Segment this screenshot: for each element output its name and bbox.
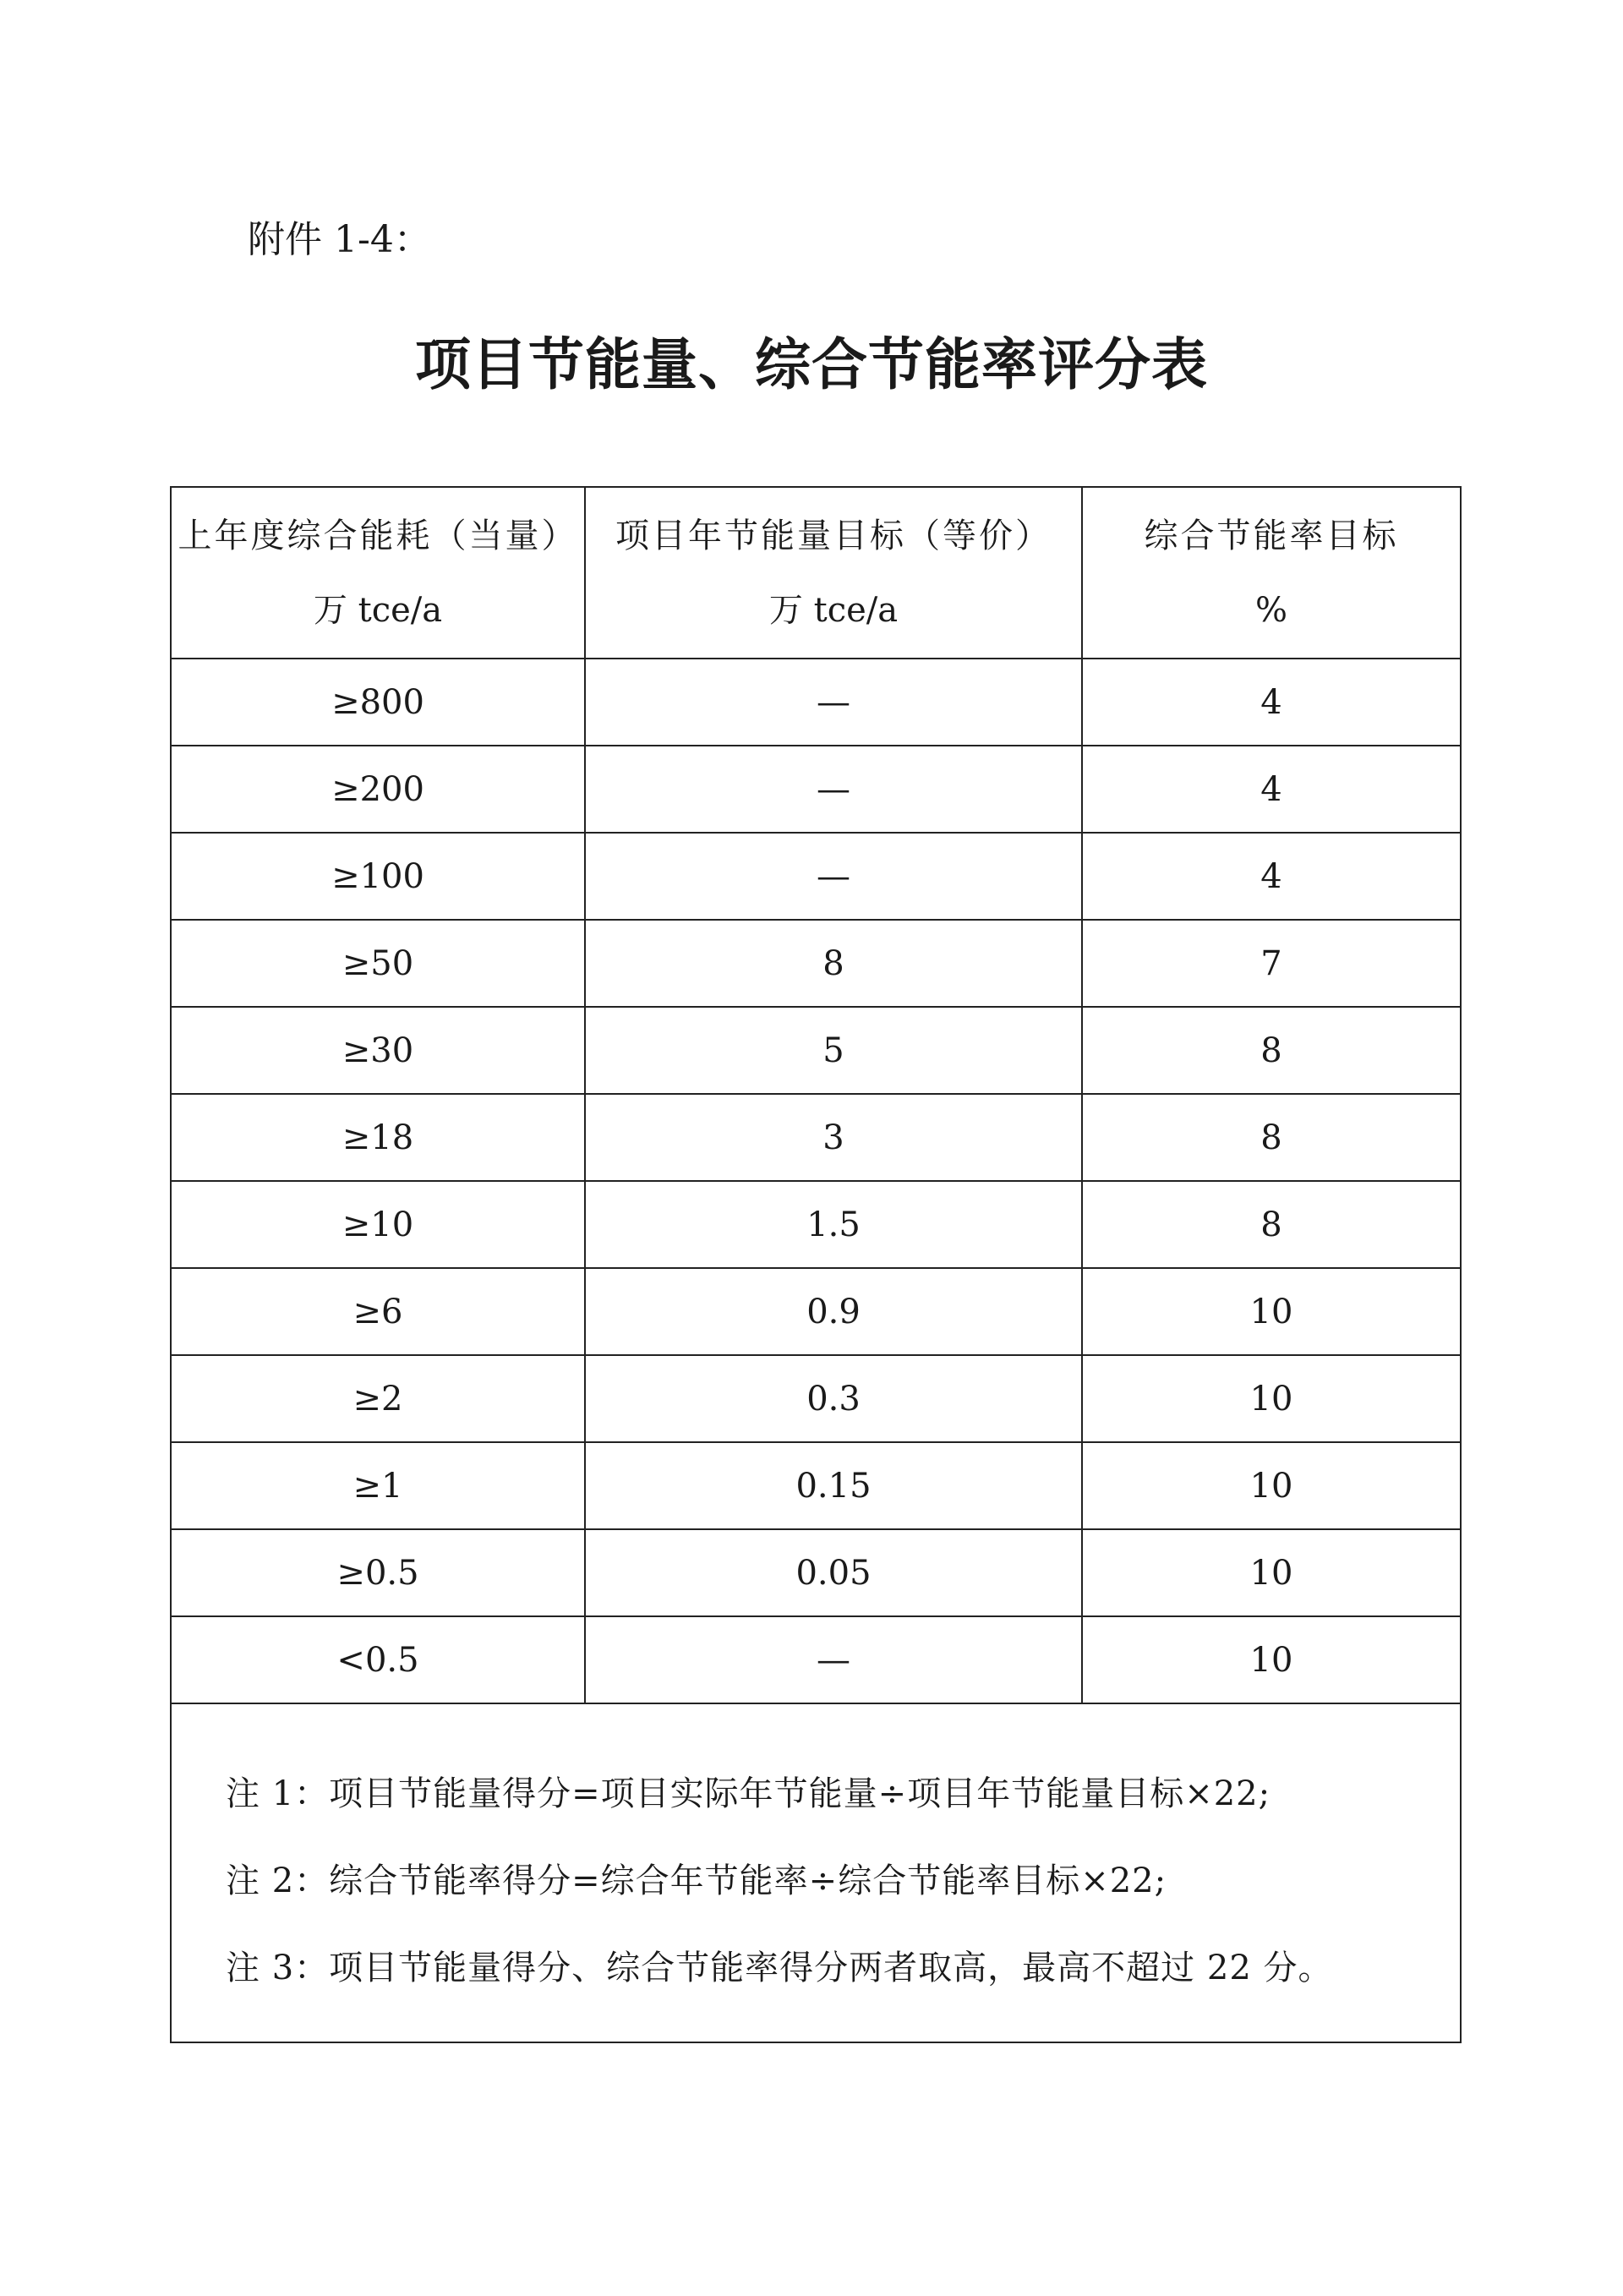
cell-rate-target: 10	[1082, 1268, 1461, 1355]
table-row	[171, 1442, 1461, 1529]
cell-consumption: ≥100	[171, 833, 585, 920]
cell-rate-target: 8	[1082, 1094, 1461, 1181]
header-unit: 万 tce/a	[768, 590, 899, 630]
cell-rate-target: 10	[1082, 1355, 1461, 1442]
header-label: 上年度综合能耗（当量）	[178, 516, 578, 555]
cell-consumption: ≥800	[171, 659, 585, 746]
cell-saving-target: 0.3	[585, 1355, 1082, 1442]
page-title: 项目节能量、综合节能率评分表	[415, 331, 1208, 397]
cell-consumption: <0.5	[171, 1616, 585, 1703]
header-unit: 万 tce/a	[313, 590, 443, 630]
table-row	[171, 1094, 1461, 1181]
cell-rate-target: 8	[1082, 1181, 1461, 1268]
table-header-row	[171, 487, 1461, 659]
cell-rate-target: 4	[1082, 833, 1461, 920]
cell-rate-target: 10	[1082, 1529, 1461, 1616]
notes-cell	[171, 1703, 1461, 2042]
cell-consumption: ≥6	[171, 1268, 585, 1355]
table-row	[171, 746, 1461, 833]
table-row	[171, 1355, 1461, 1442]
cell-rate-target: 4	[1082, 746, 1461, 833]
table-row	[171, 920, 1461, 1007]
cell-consumption: ≥0.5	[171, 1529, 585, 1616]
table-row	[171, 1007, 1461, 1094]
cell-rate-target: 4	[1082, 659, 1461, 746]
header-saving-rate-target	[1082, 487, 1461, 659]
notes-row	[171, 1703, 1461, 2042]
cell-consumption: ≥50	[171, 920, 585, 1007]
header-annual-saving-target	[585, 487, 1082, 659]
cell-consumption: ≥2	[171, 1355, 585, 1442]
cell-rate-target: 10	[1082, 1616, 1461, 1703]
cell-consumption: ≥18	[171, 1094, 585, 1181]
cell-saving-target: —	[585, 659, 1082, 746]
header-last-year-consumption	[171, 487, 585, 659]
cell-saving-target: —	[585, 746, 1082, 833]
header-label: 综合节能率目标	[1144, 516, 1399, 555]
table-row	[171, 833, 1461, 920]
cell-consumption: ≥1	[171, 1442, 585, 1529]
table-row	[171, 1268, 1461, 1355]
score-table	[170, 486, 1462, 2043]
note-3: 注 3：项目节能量得分、综合节能率得分两者取高，最高不超过 22 分。	[226, 1949, 1333, 1987]
header-unit: %	[1254, 590, 1287, 630]
header-label: 项目年节能量目标（等价）	[615, 516, 1052, 555]
cell-consumption: ≥10	[171, 1181, 585, 1268]
table-row	[171, 1616, 1461, 1703]
note-2: 注 2：综合节能率得分=综合年节能率÷综合节能率目标×22;	[226, 1861, 1167, 1900]
cell-saving-target: 8	[585, 920, 1082, 1007]
attachment-label: 附件 1-4：	[248, 218, 431, 261]
cell-saving-target: 5	[585, 1007, 1082, 1094]
cell-rate-target: 7	[1082, 920, 1461, 1007]
cell-saving-target: —	[585, 833, 1082, 920]
cell-saving-target: 0.9	[585, 1268, 1082, 1355]
cell-rate-target: 10	[1082, 1442, 1461, 1529]
note-1: 注 1：项目节能量得分=项目实际年节能量÷项目年节能量目标×22;	[226, 1774, 1271, 1813]
cell-rate-target: 8	[1082, 1007, 1461, 1094]
cell-saving-target: —	[585, 1616, 1082, 1703]
cell-saving-target: 0.05	[585, 1529, 1082, 1616]
table-row	[171, 1529, 1461, 1616]
cell-saving-target: 0.15	[585, 1442, 1082, 1529]
table-row	[171, 659, 1461, 746]
cell-consumption: ≥200	[171, 746, 585, 833]
cell-consumption: ≥30	[171, 1007, 585, 1094]
cell-saving-target: 1.5	[585, 1181, 1082, 1268]
cell-saving-target: 3	[585, 1094, 1082, 1181]
table-row	[171, 1181, 1461, 1268]
